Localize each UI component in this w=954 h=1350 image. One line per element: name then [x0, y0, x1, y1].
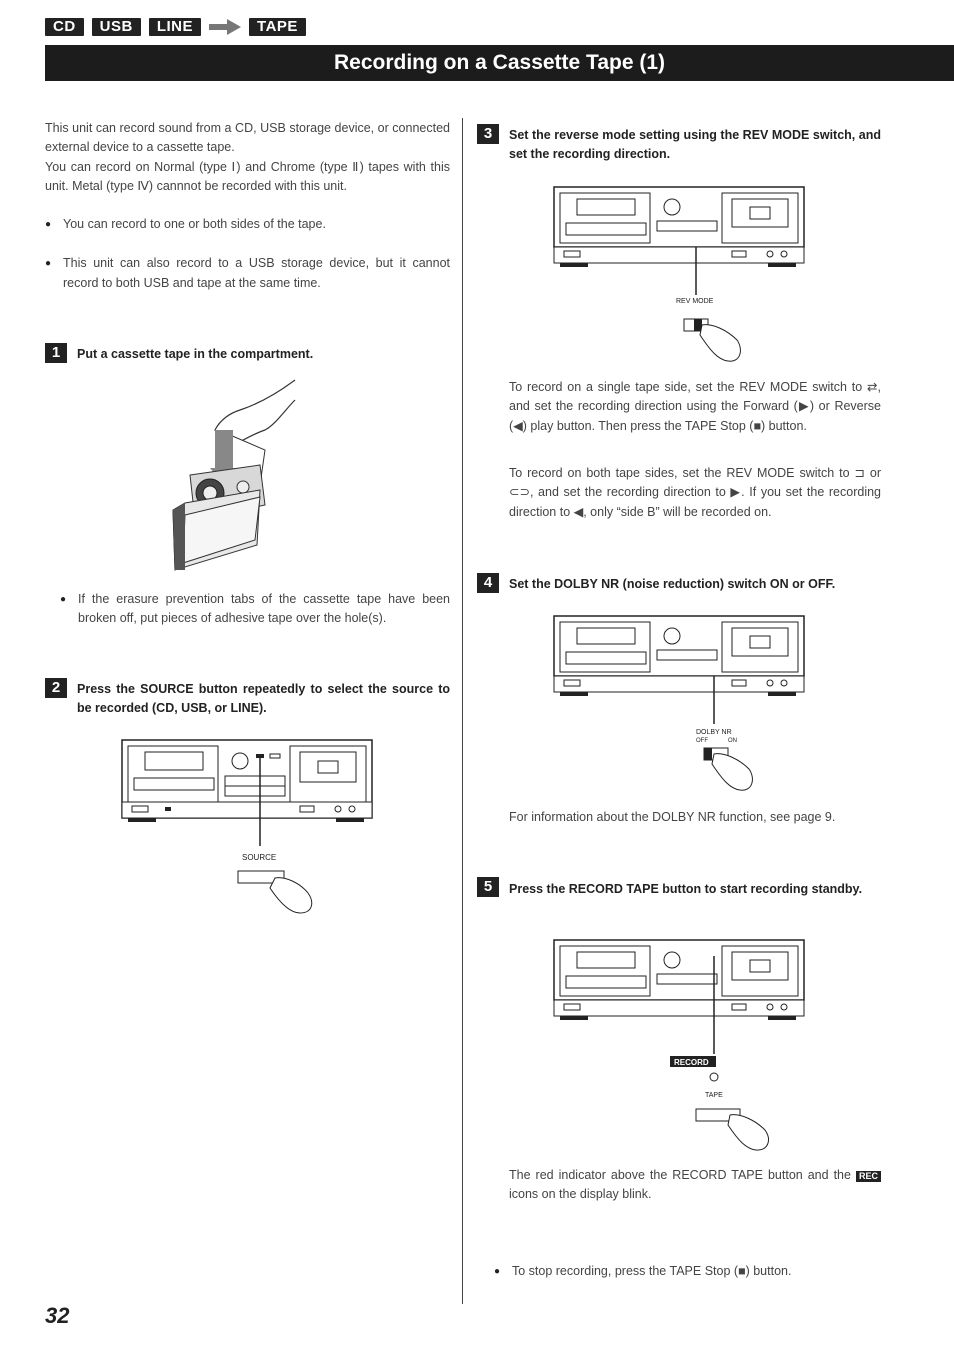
arrow-right-icon — [209, 19, 241, 35]
dolby-on-label: ON — [728, 738, 737, 744]
column-divider — [462, 118, 463, 1304]
step-5-text: Press the RECORD TAPE button to start recording standby. — [509, 882, 863, 896]
step-5-number: 5 — [477, 877, 499, 897]
deck-illustration-record — [552, 938, 807, 1153]
intro-section — [45, 119, 450, 293]
intro-paragraph-2: You can record on Normal (type Ⅰ) and Chrome (type Ⅱ) tapes with this unit. Metal (type Ⅳ) cannnot be recorded with this unit. — [45, 159, 450, 193]
intro-bullet-2: ● This unit can also record to a USB storage device, but it cannot record to both USB and tape at the same time. — [45, 254, 450, 293]
tag-cd: CD — [45, 18, 84, 36]
step-1-note: ● If the erasure prevention tabs of the cassette tape have been broken off, put pieces of adhesive tape over the hole(s). — [60, 590, 450, 629]
intro-paragraph-1: This unit can record sound from a CD, USB storage device, or connected external device to a cassette tape. — [45, 121, 450, 155]
record-label: RECORD — [674, 1058, 709, 1067]
step-5-bullet: ● To stop recording, press the TAPE Stop (■) button. — [494, 1262, 881, 1281]
step-4-paragraph-1: For information about the DOLBY NR function, see page 9. — [509, 810, 836, 824]
step-4-text: Set the DOLBY NR (noise reduction) switch ON or OFF. — [509, 577, 836, 591]
step-1-number: 1 — [45, 343, 67, 363]
step-5-paragraph-1b: icons on the display blink. — [509, 1187, 652, 1202]
step-2-number: 2 — [45, 678, 67, 698]
source-tag-row — [45, 17, 306, 37]
cassette-insert-illustration — [165, 375, 325, 575]
tag-line: LINE — [149, 18, 201, 36]
tag-usb: USB — [92, 18, 141, 36]
deck-illustration-dolby-nr — [552, 614, 807, 799]
step-1-text: Put a cassette tape in the compartment. — [77, 347, 314, 361]
step-3-text: Set the reverse mode setting using the REV MODE switch, and set the recording direction. — [509, 128, 881, 161]
step-3-paragraph-2: To record on both tape sides, set the REV MODE switch to ⊐ or ⊂⊃, and set the recording direction to ▶. If you set the recording direction to ◀, only “side B” will be recorded on. — [509, 466, 881, 519]
dolby-nr-label: DOLBY NR — [696, 729, 732, 736]
step-2-text: Press the SOURCE button repeatedly to select the source to be recorded (CD, USB, or LINE). — [77, 682, 450, 715]
intro-bullet-1: ● You can record to one or both sides of the tape. — [45, 215, 450, 234]
page-number: 32 — [45, 1303, 70, 1328]
rec-badge-icon: REC — [856, 1171, 881, 1182]
dolby-off-label: OFF — [696, 738, 708, 744]
step-4-number: 4 — [477, 573, 499, 593]
step-3-paragraph-1: To record on a single tape side, set the REV MODE switch to ⇄, and set the recording direction using the Forward (▶) or Reverse (◀) play button. Then press the TAPE Stop (■) button. — [509, 380, 881, 433]
step-5-paragraph-1 — [509, 1166, 881, 1205]
step-5-paragraph-1a: The red indicator above the RECORD TAPE button and the — [509, 1168, 851, 1182]
step-3-number: 3 — [477, 124, 499, 144]
source-label: SOURCE — [242, 853, 277, 862]
deck-illustration-source — [120, 738, 375, 918]
rev-mode-label: REV MODE — [676, 298, 714, 305]
deck-illustration-rev-mode — [552, 185, 807, 365]
tape-label: TAPE — [705, 1092, 723, 1099]
tag-tape: TAPE — [249, 18, 306, 36]
page-title: Recording on a Cassette Tape (1) — [45, 45, 954, 81]
